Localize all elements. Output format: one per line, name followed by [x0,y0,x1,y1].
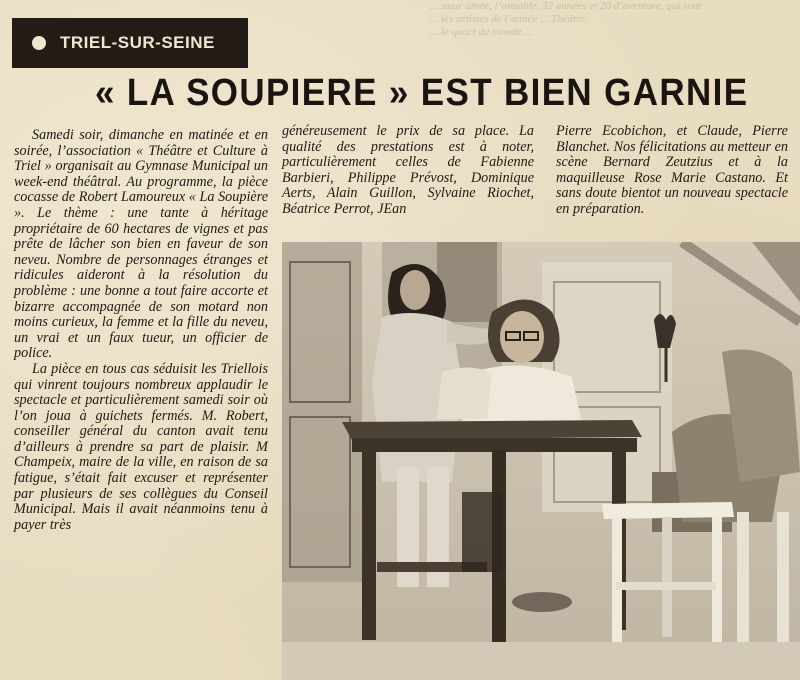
photo-illustration [282,242,800,680]
article-column-3 [556,124,788,218]
paragraph-2: La pièce en tous cas séduisit les Triellois qui vinrent toujours nombreux applaudir le spectacle et particulièrement samedi soir où l’on joua à guichets fermés. M. Robert, conseiller général du canton avait tenu d’ailleurs à prendre sa part de plaisir. M Champeix, maire de la ville, en raison de sa fatigue, s’était fait excuser et représenter par plusieurs de ses collègues du Conseil Municipal. Mais il avait néanmoins tenu à payer très [14,360,268,533]
section-label: TRIEL-SUR-SEINE [60,33,215,52]
article-column-1 [14,128,268,533]
paragraph-3: généreusement le prix de sa place. La qualité des prestations est à noter, particulièrement celles de Fabienne Barbieri, Philippe Prévost, Dominique Aerts, Alain Guillon, Sylvaine Riochet, Béatrice Perrot, JEan [282,123,534,217]
bullet-dot-icon [32,36,46,50]
article-headline: « LA SOUPIERE » EST BIEN GARNIE [95,72,749,114]
paragraph-4: Pierre Ecobichon, et Claude, Pierre Blanchet. Nos félicitations au metteur en scène Bernard Zeutzius et à la maquilleuse Rose Marie Castano. Et sans doute bientot un nouveau spectacle en préparation. [556,123,788,217]
article-column-2 [282,124,534,218]
section-kicker [12,18,248,68]
stage-scene-photo [282,242,800,680]
bleed-through-text: ... sœur aînée, l’aimable, 32 années et 20 d’aventure, qui sont ... les artistes de l’année ... Théâtre. ... le quart du monde ... [430,0,702,38]
paragraph-1: Samedi soir, dimanche en matinée et en soirée, l’association « Théâtre et Culture à Triel » organisait au Gymnase Municipal un week-end théâtral. Au programme, la pièce cocasse de Robert Lamoureux « La Soupière ». Le thème : une tante à héritage propriétaire de 60 hectares de vignes et pas prête de lâcher son bien en faveur de son neveu. Nombre de personnages étranges et ridicules aideront à la résolution du problème : une bonne a tout faire accorte et bizarre accompagnée de son motard non moins curieux, la femme et la fille du neveu, un vrai et un faux tueur, un officier de police. [14,127,268,362]
